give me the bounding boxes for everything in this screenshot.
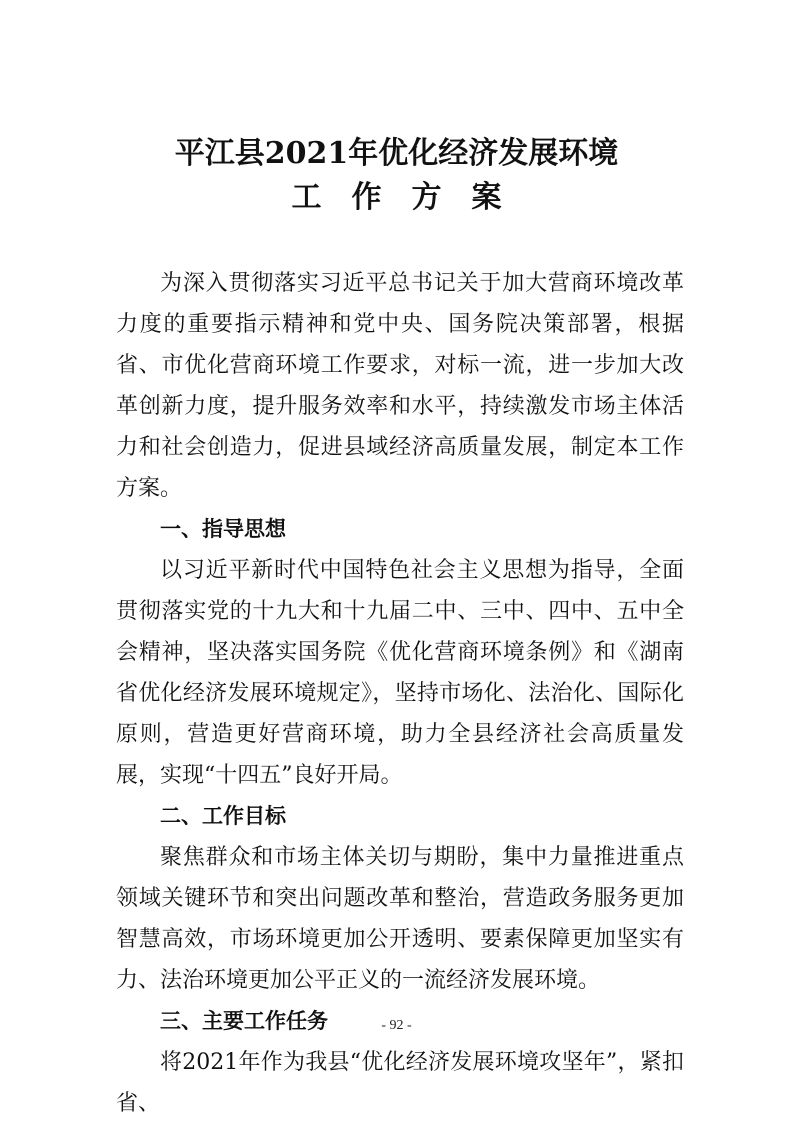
section-body-guiding-ideology: 以习近平新时代中国特色社会主义思想为指导，全面贯彻落实党的十九大和十九届二中、三中、四中、五中全会精神，坚决落实国务院《优化营商环境条例》和《湖南省优化经济发展环境规定》，坚持市场化、法治化、国际化原则，营造更好营商环境，助力全县经济社会高质量发展，实现“十四五”良好开局。	[116, 558, 684, 788]
document-body	[116, 263, 684, 1124]
document-subtitle: 工作方案	[291, 180, 532, 215]
page-number: - 92 -	[381, 1018, 412, 1033]
section-heading-guiding-ideology: 一、指导思想	[160, 517, 286, 541]
section-body-main-tasks: 将2021年作为我县“优化经济发展环境攻坚年”，紧扣省、	[116, 1050, 684, 1116]
intro-paragraph: 为深入贯彻落实习近平总书记关于加大营商环境改革力度的重要指示精神和党中央、国务院决策部署，根据省、市优化营商环境工作要求，对标一流，进一步加大改革创新力度，提升服务效率和水平，持续激发市场主体活力和社会创造力，促进县域经济高质量发展，制定本工作方案。	[116, 271, 684, 501]
section-heading-main-tasks: 三、主要工作任务	[160, 1009, 328, 1033]
section-heading-work-goals: 二、工作目标	[160, 804, 286, 828]
section-body-work-goals: 聚焦群众和市场主体关切与期盼，集中力量推进重点领域关键环节和突出问题改革和整治，营造政务服务更加智慧高效，市场环境更加公开透明、要素保障更加坚实有力、法治环境更加公平正义的一流经济发展环境。	[116, 845, 684, 993]
document-title: 平江县2021年优化经济发展环境	[174, 136, 619, 171]
